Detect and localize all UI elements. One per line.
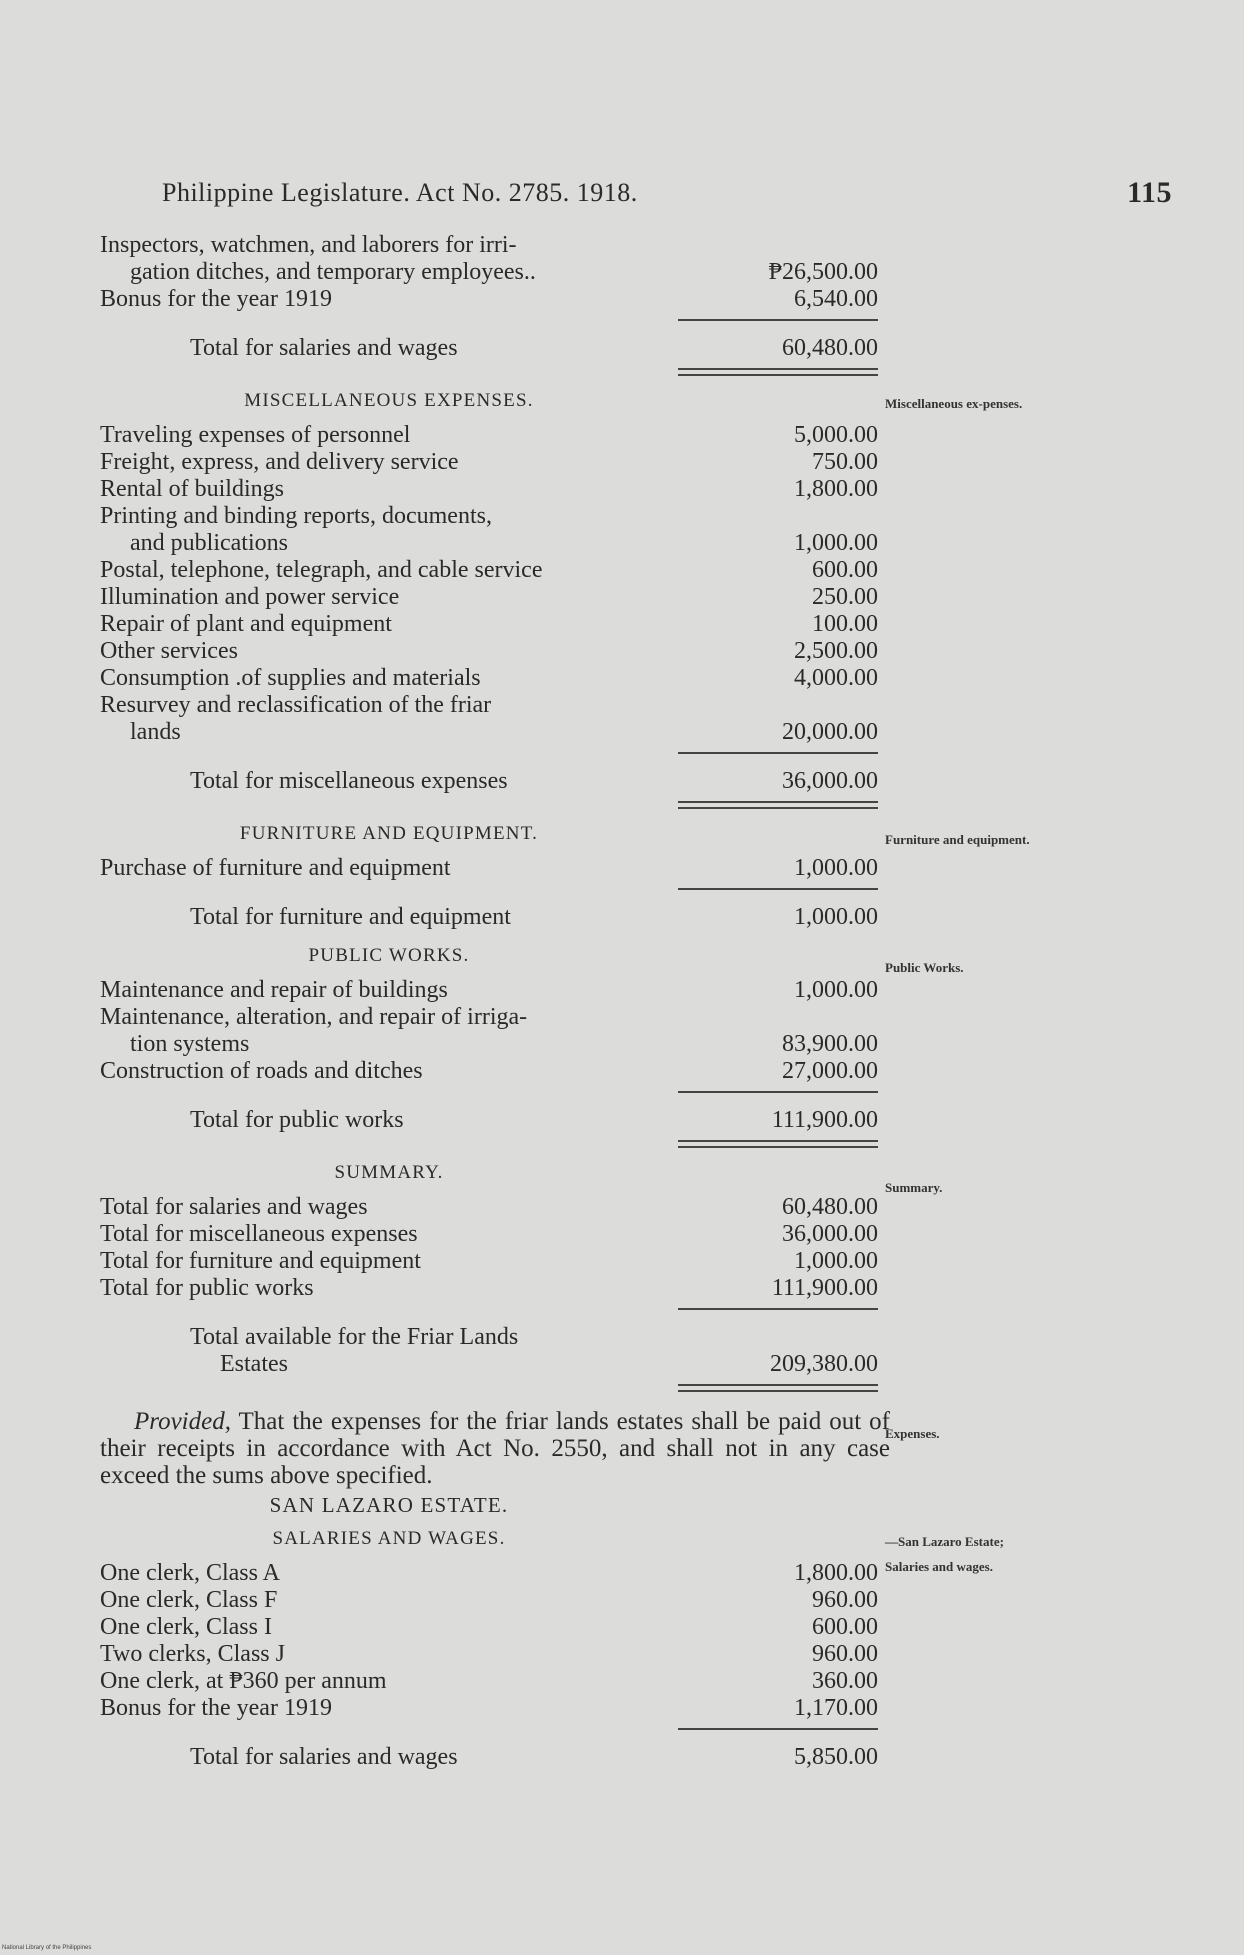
row-label: One clerk, Class I [100,1614,272,1640]
row-amount: 111,900.00 [771,1275,878,1301]
row-label-line1: Inspectors, watchmen, and laborers for irri- [100,232,517,258]
main-content [100,232,890,1771]
page-header [162,178,1172,208]
row-amount: 1,000.00 [794,855,878,881]
row-label: Maintenance and repair of buildings [100,977,448,1003]
row-label-line2: gation ditches, and temporary employees.. [130,259,536,285]
double-rule [678,801,878,809]
proviso-text: That the expenses for the friar lands estates shall be paid out of their receipts in accordance with Act No. 2550, and shall not in any case exceed the sums above specified. [100,1408,890,1489]
row-amount: 1,800.00 [794,1560,878,1586]
table-row [100,584,890,611]
total-amount: 5,850.00 [794,1744,878,1770]
row-label-line1: Resurvey and reclassification of the friar [100,692,492,718]
rule [678,319,878,321]
row-amount: 1,170.00 [794,1695,878,1721]
row-amount: 5,000.00 [794,422,878,448]
table-row [100,611,890,638]
row-label: One clerk, Class A [100,1560,280,1586]
row-amount: 100.00 [812,611,878,637]
row-amount: 60,480.00 [782,1194,878,1220]
section-heading: PUBLIC WORKS. [308,945,470,966]
section-heading: SUMMARY. [334,1162,444,1183]
running-title: Philippine Legislature. Act No. 2785. 1918. [162,178,638,207]
total-amount: 60,480.00 [782,335,878,361]
rule [678,752,878,754]
furniture-section [100,855,890,931]
row-amount: 83,900.00 [782,1031,878,1057]
total-label: Total for public works [190,1107,404,1133]
row-amount: 36,000.00 [782,1221,878,1247]
row-label: Bonus for the year 1919 [100,286,332,312]
row-label: Illumination and power service [100,584,400,610]
side-note-furniture: Furniture and equipment. [885,832,1030,847]
table-row [100,286,890,313]
row-label: Total for public works [100,1275,314,1301]
side-note-expenses: Expenses. [885,1426,940,1441]
table-row [100,1248,890,1275]
table-row [100,476,890,503]
row-amount: 6,540.00 [794,286,878,312]
table-row [100,1058,890,1085]
summary-section [100,1194,890,1392]
row-amount: 360.00 [812,1668,878,1694]
side-note-san-lazaro [885,1534,1080,1574]
table-row [100,422,890,449]
salaries-section [100,232,890,376]
double-rule [678,1384,878,1392]
table-row [100,449,890,476]
side-note-public-works: Public Works. [885,960,964,975]
row-amount: 1,800.00 [794,476,878,502]
row-amount: 27,000.00 [782,1058,878,1084]
total-label-line1: Total available for the Friar Lands [190,1324,519,1350]
rule [678,1091,878,1093]
row-label: Freight, express, and delivery service [100,449,459,475]
row-amount: 4,000.00 [794,665,878,691]
row-label: Total for salaries and wages [100,1194,368,1220]
total-amount: 111,900.00 [771,1107,878,1133]
page-number: 115 [1127,176,1172,209]
double-rule [678,1140,878,1148]
table-row [100,1004,890,1058]
row-label-line1: Printing and binding reports, documents, [100,503,492,529]
table-row [100,1614,890,1641]
row-amount: ₱26,500.00 [768,259,878,285]
table-row [100,1221,890,1248]
double-rule [678,368,878,376]
row-label: Traveling expenses of personnel [100,422,411,448]
total-row [100,1324,890,1378]
row-amount: 960.00 [812,1641,878,1667]
row-label: Total for miscellaneous expenses [100,1221,418,1247]
side-note-misc: Miscellaneous ex-penses. [885,396,1023,411]
row-label: Repair of plant and equipment [100,611,392,637]
row-label: Construction of roads and ditches [100,1058,423,1084]
public-works-section [100,977,890,1148]
total-row [100,335,890,362]
row-label-line2: tion systems [130,1031,250,1057]
row-amount: 1,000.00 [794,530,878,556]
san-lazaro-section [100,1560,890,1771]
row-label-line1: Maintenance, alteration, and repair of irriga- [100,1004,528,1030]
row-label: Other services [100,638,238,664]
table-row [100,638,890,665]
table-row [100,1668,890,1695]
total-amount: 1,000.00 [794,904,878,930]
table-row [100,665,890,692]
table-row [100,232,890,286]
row-amount: 20,000.00 [782,719,878,745]
table-row [100,1587,890,1614]
section-heading: FURNITURE AND EQUIPMENT. [239,823,539,844]
table-row [100,503,890,557]
table-row [100,977,890,1004]
row-label: One clerk, at ₱360 per annum [100,1668,387,1694]
total-amount: 36,000.00 [782,768,878,794]
side-note-san-lazaro-line2: Salaries and wages. [885,1559,993,1574]
row-label-line2: lands [130,719,181,745]
table-row [100,1275,890,1302]
total-label: Total for furniture and equipment [190,904,511,930]
row-amount: 1,000.00 [794,1248,878,1274]
row-amount: 600.00 [812,557,878,583]
total-label: Total for salaries and wages [190,1744,458,1770]
total-label: Total for salaries and wages [190,335,458,361]
proviso-lead: Provided, [134,1408,231,1435]
total-amount: 209,380.00 [770,1351,878,1377]
row-label: Bonus for the year 1919 [100,1695,332,1721]
row-amount: 600.00 [812,1614,878,1640]
row-label-line2: and publications [130,530,288,556]
rule [678,1728,878,1730]
row-amount: 250.00 [812,584,878,610]
row-label: Two clerks, Class J [100,1641,285,1667]
table-row [100,1695,890,1722]
table-row [100,692,890,746]
total-label: Total for miscellaneous expenses [190,768,508,794]
rule [678,1308,878,1310]
table-row [100,557,890,584]
row-amount: 750.00 [812,449,878,475]
total-row [100,1744,890,1771]
side-note-san-lazaro-line1: —San Lazaro Estate; [885,1534,1004,1549]
table-row [100,1194,890,1221]
row-label: Purchase of furniture and equipment [100,855,451,881]
row-label: Consumption .of supplies and materials [100,665,481,691]
row-label: Total for furniture and equipment [100,1248,421,1274]
total-row [100,768,890,795]
rule [678,888,878,890]
misc-section [100,422,890,809]
row-label: Postal, telephone, telegraph, and cable service [100,557,543,583]
table-row [100,855,890,882]
row-amount: 1,000.00 [794,977,878,1003]
row-amount: 960.00 [812,1587,878,1613]
section-heading: MISCELLANEOUS EXPENSES. [244,390,534,411]
total-row [100,904,890,931]
side-note-summary: Summary. [885,1180,943,1195]
table-row [100,1641,890,1668]
section-subheading: SALARIES AND WAGES. [272,1528,506,1549]
proviso-paragraph [100,1408,890,1489]
total-label-line2: Estates [220,1351,288,1377]
row-amount: 2,500.00 [794,638,878,664]
total-row [100,1107,890,1134]
footer-credit: National Library of the Philippines [2,1945,92,1951]
table-row [100,1560,890,1587]
section-heading: SAN LAZARO ESTATE. [269,1493,509,1517]
row-label: One clerk, Class F [100,1587,278,1613]
row-label: Rental of buildings [100,476,284,502]
